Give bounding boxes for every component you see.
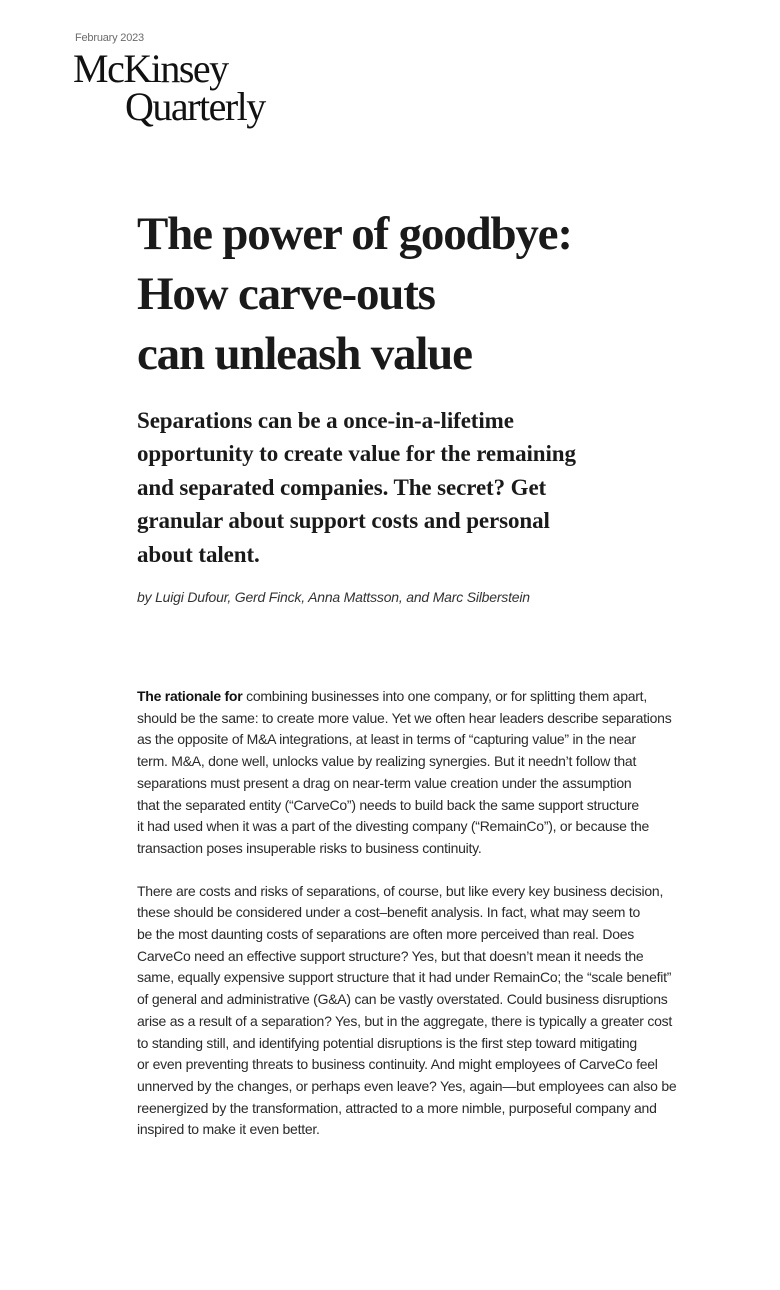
dek-line: granular about support costs and personal [137, 508, 550, 534]
body-line: arise as a result of a separation? Yes, but in the aggregate, there is typically a greater cost [137, 1012, 673, 1029]
title-line: can unleash value [137, 328, 472, 380]
byline: by Luigi Dufour, Gerd Finck, Anna Mattsson, and Marc Silberstein [137, 589, 530, 605]
lead-line-rest: combining businesses into one company, or for splitting them apart, [242, 688, 647, 704]
body-line: be the most daunting costs of separations are often more perceived than real. Does [137, 926, 635, 943]
body-line: unnerved by the changes, or perhaps even leave? Yes, again—but employees can also be [137, 1077, 677, 1094]
logo-line-2: Quarterly [125, 84, 265, 129]
body-line: reenergized by the transformation, attracted to a more nimble, purposeful company and [137, 1099, 657, 1116]
body-line: should be the same: to create more value. Yet we often hear leaders describe separations [137, 709, 672, 726]
publication-date: February 2023 [75, 32, 144, 44]
body-line: of general and administrative (G&A) can be vastly overstated. Could business disruptions [137, 991, 668, 1008]
body-line: CarveCo need an effective support structure? Yes, but that doesn’t mean it needs the [137, 947, 644, 964]
logo-line-1: McKinsey [73, 46, 228, 91]
title-line: How carve-outs [137, 268, 435, 320]
body-line: to standing still, and identifying potential disruptions is the first step toward mitigating [137, 1034, 637, 1051]
dek-line: Separations can be a once-in-a-lifetime [137, 408, 514, 433]
body-line: as the opposite of M&A integrations, at least in terms of “capturing value” in the near [137, 731, 636, 748]
body-line: separations must present a drag on near-term value creation under the assumption [137, 774, 632, 791]
body-line: There are costs and risks of separations, of course, but like every key business decision, [137, 882, 664, 899]
body-line: term. M&A, done well, unlocks value by realizing synergies. But it needn’t follow that [137, 753, 637, 770]
paragraph-2 [137, 881, 737, 1141]
mckinsey-quarterly-logo [73, 46, 265, 129]
body-line: these should be considered under a cost–benefit analysis. In fact, what may seem to [137, 904, 640, 921]
lead-in: The rationale for [137, 688, 243, 704]
body-line: transaction poses insuperable risks to business continuity. [137, 839, 482, 856]
article-body [137, 686, 737, 1141]
body-line [137, 686, 737, 708]
body-line: or even preventing threats to business continuity. And might employees of CarveCo feel [137, 1056, 658, 1073]
article-dek [137, 404, 697, 571]
body-line: it had used when it was a part of the divesting company (“RemainCo”), or because the [137, 818, 650, 835]
dek-line: about talent. [137, 541, 260, 567]
dek-line: opportunity to create value for the remaining [137, 441, 576, 467]
paragraph-1 [137, 686, 737, 860]
body-line: same, equally expensive support structure that it had under RemainCo; the “scale benefit” [137, 969, 672, 986]
title-line: The power of goodbye: [137, 208, 572, 260]
dek-line: and separated companies. The secret? Get [137, 474, 547, 500]
article-title [137, 204, 697, 384]
body-line: inspired to make it even better. [137, 1121, 320, 1138]
body-line: that the separated entity (“CarveCo”) needs to build back the same support structure [137, 796, 639, 813]
